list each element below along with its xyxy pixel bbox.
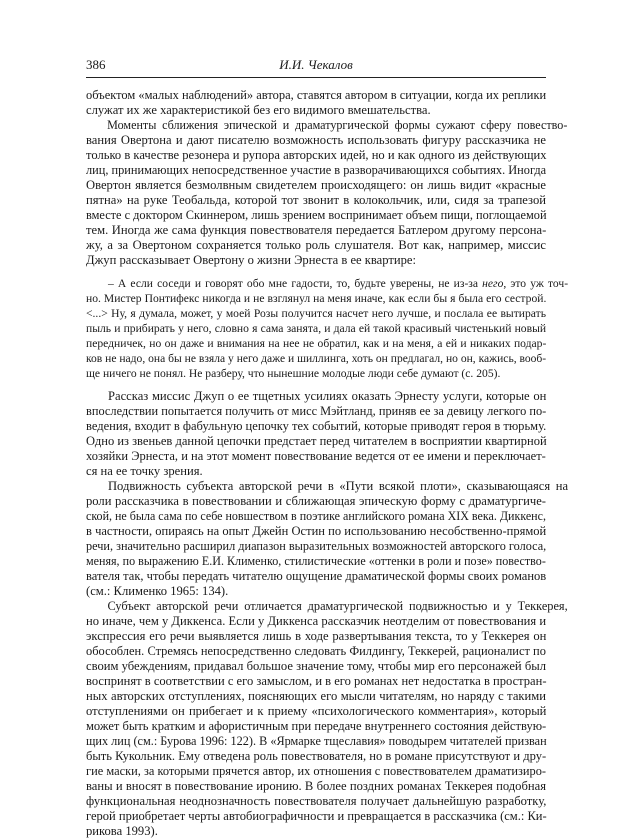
text-line: меняя, по выражению Е.И. Клименко, стилистические «оттенки в роли и позе» повество- [86,554,546,568]
text-line: рикова 1993). [86,824,158,838]
text-line: речи, значительно расширил диапазон выразительных возможностей авторского голоса, [86,539,547,553]
text-line: роли рассказчика в повествовании и сближающая эпическую форму с драматургиче- [86,494,546,508]
text-line: только в качестве резонера и рупора авторских идей, но и как одного из действующих [86,148,547,162]
text-line: обособлен. Стремясь непосредственно следовать Филдингу, Теккерей, рационалист по [86,644,546,658]
paragraph [86,599,568,839]
text-line: Овертон является безмолвным свидетелем происходящего: он лишь видит «красные [86,178,546,192]
text-line: вания Овертона и дают писателю возможность использовать фигуру рассказчика не [86,133,546,147]
text-line: впоследствии попытается получить от мисс Мэйтланд, приняв ее за девицу легкого по- [86,404,547,418]
text-line: ваны и вносят в повествование иронию. В более поздних романах Теккерея подобная [86,779,546,793]
paragraph [86,479,569,599]
text-line: Моменты сближения эпической и драматургической формы сужают сферу повество- [107,118,568,132]
quote-line: ще ничего не понял. Не разберу, что нынешние молодые люди себе думают (с. 205). [86,367,501,380]
quote-line: <...> Ну, я думала, может, у моей Розы получится насчет него лучше, и послала ее вытирать [86,307,546,320]
block-quote [86,276,569,381]
text-line: лиц, принимающих непосредственное участие в разворачивающихся событиях. Иногда [86,163,547,177]
page-number: 386 [86,57,106,72]
text-line: (см.: Клименко 1965: 134). [86,584,229,598]
text-line: может быть кратким и афористичным при передаче внутреннего состояния действую- [86,719,547,733]
paragraph [86,389,546,479]
text-line: служат их же характеристикой без его видимого вмешательства. [86,103,431,117]
quote-line: передничек, но он даже и внимания на нее не обратил, как и на меня, а ей и никаких подар- [86,337,547,350]
quote-line: пыль и прибирать у него, словно я сама занята, и дала ей такой красивый чистенький новый [86,322,547,335]
quote-line: ков не надо, она бы не взяла у него даже и шиллинга, хоть он предлагал, но он, кажись, вооб- [86,352,547,365]
text-line: ся на ее точку зрения. [86,464,203,478]
text-line: хозяйки Эрнеста, и на этот момент повествование ведется от ее имени и переключает- [86,449,546,463]
text-line: гие маски, за которыми прячется автор, их отношения с повествователем драматизиро- [86,764,547,778]
text-line: ской, не была сама по себе новшеством в поэтике английского романа XIX века. Диккенс, [86,509,546,523]
text-line: герой приобретает черты автобиографичности и превращается в рассказчика (см.: Ки- [86,809,547,823]
text-line: щих лиц (см.: Бурова 1996: 122). В «Ярмарке тщеславия» поводырем читателей призван [86,734,547,748]
text-line: Одно из звеньев данной цепочки предстает перед читателем в восприятии квартирной [86,434,547,448]
text-line: экспрессия его речи выявляется лишь в ходе развертывания текста, то у Теккерея он [86,629,547,643]
text-line: ных авторских отступлениях, поясняющих его мысли читателям, но наряду с такими [86,689,546,703]
text-line: быть Кукольник. Ему отведена роль повествователя, но в романе присутствуют и дру- [86,749,547,763]
text-line: Рассказ миссис Джуп о ее тщетных усилиях оказать Эрнесту услуги, которые он [108,389,547,403]
text-line: ведения, входит в фабульную цепочку тех событий, которые приводят героя в тюрьму. [86,419,547,433]
quote-line: – А если соседи и говорят обо мне гадости, то, будьте уверены, не из-за него, это уж точ- [107,277,569,290]
page-header [86,57,546,78]
running-head-author: И.И. Чекалов [279,57,353,72]
body-text [86,88,569,839]
text-line: Джуп рассказывает Овертону о жизни Эрнеста в ее квартире: [86,253,417,267]
quote-line: но. Мистер Понтифекс никогда и не взглянул на меня иначе, как если бы я была его сестрой. [86,292,547,305]
paragraph [86,118,568,268]
text-line: Подвижность субъекта авторской речи в «Пути всякой плоти», сказывающаяся на [107,479,569,493]
text-line: пятна» на руке Теобальда, которой тот звонит в колокольчик, или, сидя за трапезой [86,193,546,207]
emphasis: него [482,277,504,290]
text-line: жу, а за Овертоном сохраняется только роль слушателя. Вот как, например, миссис [86,238,546,252]
text-line: но иначе, чем у Диккенса. Если у Диккенса рассказчик неотделим от повествования и [86,614,547,628]
text-line: функциональная неоднозначность повествователя получает дальнейшую разработку, [86,794,547,808]
text-line: вместе с доктором Скиннером, лишь зрением воспринимает объем пищи, поглощаемой [86,208,547,222]
text-line: Субъект авторской речи отличается драматургической подвижностью и у Теккерея, [107,599,568,613]
text-line: тем. Иногда же сама функция повествователя передается Батлером другому персона- [86,223,547,237]
paragraph [86,88,546,118]
text-line: своим убеждениям, придавал большое значение тому, чтобы мир его персонажей был [86,659,546,673]
text-line: воспринят в соответствии с его замыслом, и в его романах нет недостатка в простран- [86,674,547,688]
text-line: в частности, опираясь на опыт Джейн Остин по использованию несобственно-прямой [86,524,547,538]
text-line: отступлениями он прибегает и к приему «психологического комментария», который [86,704,547,718]
text-line: вателя так, чтобы передать читателю ощущение драматической формы своих романов [86,569,547,583]
text-line: объектом «малых наблюдений» автора, ставятся автором в ситуации, когда их реплики [86,88,547,102]
